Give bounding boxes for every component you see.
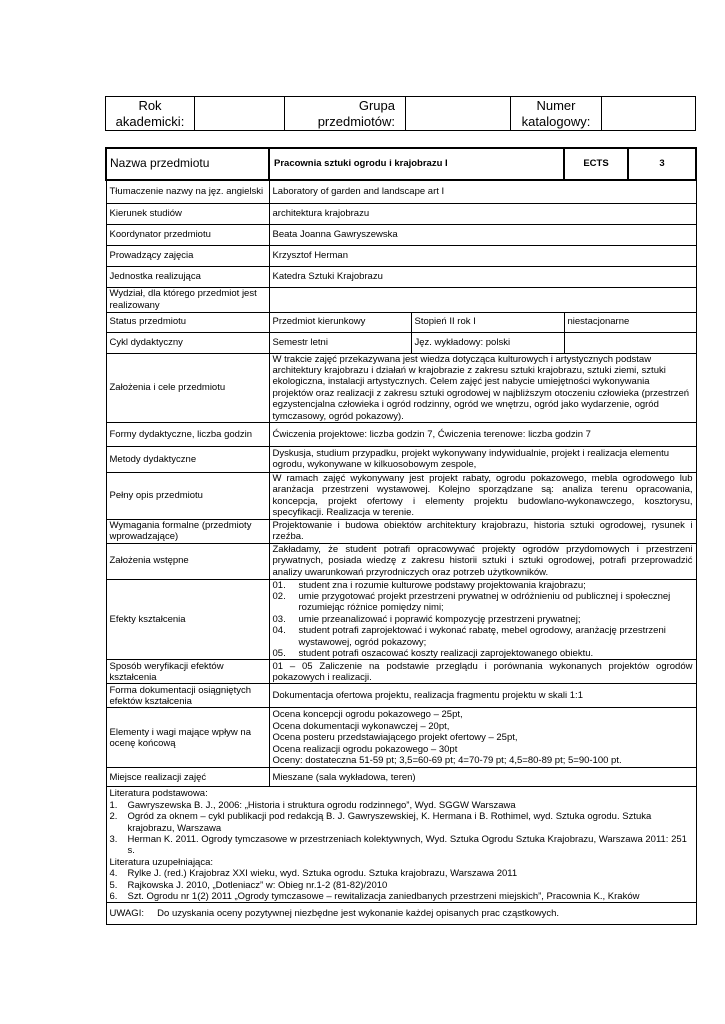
description-value: W ramach zajęć wykonywany jest projekt rabaty, ogrodu pokazowego, mebla ogrodowego lub aranżacja przestrzeni wystawowej. Kolejno sporządzane są: analiza terenu opracowania, koncepcja, projekt ofertowy i elementy projektu budowlano-wykonawczego, kosztorysu, specyfikacji. Realizacja w terenie. xyxy=(269,472,696,519)
literature-item xyxy=(110,811,693,834)
forms-label: Formy dydaktyczne, liczba godzin xyxy=(106,422,269,446)
description-label: Pełny opis przedmiotu xyxy=(106,472,269,519)
goals-label: Założenia i cele przedmiotu xyxy=(106,353,269,422)
faculty-label: Wydział, dla którego przedmiot jest realizowany xyxy=(106,287,269,312)
literature-text: Szt. Ogrodu nr 1(2) 2011 „Ogrody tymczasowe – rewitalizacja zaniedbanych przestrzeni miejskich”, Pracownia K., Kraków xyxy=(127,891,640,903)
language-value: Jęz. wykładowy: polski xyxy=(411,332,564,353)
literature-basic-heading: Literatura podstawowa: xyxy=(109,788,208,800)
translation-label: Tłumaczenie nazwy na jęz. angielski xyxy=(106,180,269,203)
literature-item xyxy=(110,800,693,811)
outcome-text: student zna i rozumie kulturowe podstawy projektowania krajobrazu; xyxy=(298,579,586,591)
outcome-number: 04. xyxy=(272,625,286,637)
course-name-label: Nazwa przedmiotu xyxy=(106,148,269,180)
documentation-value: Dokumentacja ofertowa projektu, realizacja fragmentu projektu w skali 1:1 xyxy=(269,684,696,708)
unit-value: Katedra Sztuki Krajobrazu xyxy=(269,266,696,287)
outcome-item xyxy=(273,625,693,648)
literature-item xyxy=(110,891,693,902)
weights-label: Elementy i wagi mające wpływ na ocenę końcową xyxy=(106,708,269,768)
outcome-text: umie przeanalizować i poprawić kompozycję przestrzeni prywatnej; xyxy=(298,613,581,625)
literature-number: 6. xyxy=(109,891,118,903)
documentation-label: Forma dokumentacji osiągniętych efektów kształcenia xyxy=(106,684,269,708)
catalog-number-value xyxy=(602,97,696,131)
literature-item xyxy=(110,834,693,857)
literature-text: Ogród za oknem – cykl publikacji pod redakcją B. J. Gawryszewskiej, K. Hermana i B. Rothimel, wyd. Sztuka ogrodu. Sztuka krajobrazu, Warszawa xyxy=(127,811,652,834)
academic-year-label: Rok akademicki: xyxy=(106,97,195,131)
field-label: Kierunek studiów xyxy=(106,203,269,224)
subject-group-label: Grupa przedmiotów: xyxy=(285,97,406,131)
status-value: Przedmiot kierunkowy xyxy=(269,312,411,332)
notes: UWAGI: Do uzyskania oceny pozytywnej niezbędne jest wykonanie każdej opisanych prac cząstkowych. xyxy=(106,903,696,925)
cycle-value: Semestr letni xyxy=(269,332,411,353)
unit-label: Jednostka realizująca xyxy=(106,266,269,287)
literature-text: Herman K. 2011. Ogrody tymczasowe w przestrzeniach kolektywnych, Wyd. Sztuka Ogrodu Sztuka Krajobrazu, Warszawa 2011: 251 s. xyxy=(127,834,687,857)
cycle-label: Cykl dydaktyczny xyxy=(106,332,269,353)
translation-value: Laboratory of garden and landscape art I xyxy=(269,180,696,203)
literature-supplementary-heading: Literatura uzupełniająca: xyxy=(109,856,214,868)
weight-item: Oceny: dostateczna 51-59 pt; 3,5=60-69 pt; 4=70-79 pt; 4,5=80-89 pt; 5=90-100 pt. xyxy=(272,755,622,767)
ects-value: 3 xyxy=(628,148,696,180)
verification-label: Sposób weryfikacji efektów kształcenia xyxy=(106,660,269,684)
outcome-item xyxy=(273,614,693,625)
literature-text: Gawryszewska B. J., 2006: „Historia i struktura ogrodu rodzinnego”, Wyd. SGGW Warszawa xyxy=(127,799,516,811)
weights-list xyxy=(269,708,696,768)
literature-number: 2. xyxy=(109,811,118,823)
methods-value: Dyskusja, studium przypadku, projekt wykonywany indywidualnie, projekt i realizacja elementu ogrodu, wykonywane w kilkuosobowym zespole, xyxy=(269,446,696,472)
literature-number: 1. xyxy=(109,799,118,811)
coordinator-label: Koordynator przedmiotu xyxy=(106,224,269,245)
literature-section xyxy=(106,787,696,903)
coordinator-value: Beata Joanna Gawryszewska xyxy=(269,224,696,245)
verification-value: 01 – 05 Zaliczenie na podstawie przeglądu i porównania wykonanych projektów ogrodów pokazowych i realizacji. xyxy=(269,660,696,684)
literature-number: 5. xyxy=(109,879,118,891)
outcome-text: student potrafi zaprojektować i wykonać rabatę, mebel ogrodowy, aranżację przestrzeni wystawowej, ogród pokazowy; xyxy=(298,625,666,648)
cycle-extra-value xyxy=(564,332,696,353)
literature-item xyxy=(110,880,693,891)
literature-item xyxy=(110,868,693,879)
weight-item: Ocena posteru przedstawiającego projekt ofertowy – 25pt, xyxy=(272,732,518,744)
weight-item: Ocena dokumentacji wykonawczej – 20pt, xyxy=(272,720,450,732)
forms-value: Ćwiczenia projektowe: liczba godzin 7, Ćwiczenia terenowe: liczba godzin 7 xyxy=(269,422,696,446)
academic-year-value xyxy=(195,97,285,131)
outcome-number: 05. xyxy=(272,648,286,659)
outcome-item xyxy=(273,591,693,614)
instructor-label: Prowadzący zajęcia xyxy=(106,245,269,266)
ects-label: ECTS xyxy=(564,148,628,180)
outcome-number: 03. xyxy=(272,613,286,625)
outcome-text: umie przygotować projekt przestrzeni prywatnej w odróżnieniu od publicznej i społecznej rozumiejąc różnice pomiędzy nimi; xyxy=(298,590,671,614)
weight-item: Ocena koncepcji ogrodu pokazowego – 25pt, xyxy=(272,709,463,721)
outcome-number: 02. xyxy=(272,590,286,602)
course-table xyxy=(105,147,697,925)
catalog-number-label: Numer katalogowy: xyxy=(511,97,602,131)
header-table xyxy=(105,96,696,131)
outcome-item xyxy=(273,580,693,591)
literature-text: Rajkowska J. 2010, „Dotleniacz” w: Obieg nr.1-2 (81-82)/2010 xyxy=(127,879,388,891)
instructor-value: Krzysztof Herman xyxy=(269,245,696,266)
mode-value: niestacjonarne xyxy=(564,312,696,332)
goals-value: W trakcie zajęć przekazywana jest wiedza dotycząca kulturowych i artystycznych podstaw architektury krajobrazu i działań w krajobrazie z zakresu sztuki krajobrazu, sztuki ziemi, sztuki ekologiczna, instalacji artystycznych. Celem zajęć jest nabycie umiejętności wykonywania projektów oraz realizacji z zakresu sztuki ogrodowej w najbliższym otoczeniu człowieka (przestrzeń egzystencjalna człowieka i ogród rodzinny, ogród we wnętrzu, ogród jako wydarzenie, ogród tymczasowy, ogród pokazowy). xyxy=(269,353,696,422)
prereq-label: Założenia wstępne xyxy=(106,543,269,579)
outcome-item xyxy=(273,648,693,659)
course-name: Pracownia sztuki ogrodu i krajobrazu I xyxy=(269,148,564,180)
faculty-value xyxy=(269,287,696,312)
level-value: Stopień II rok I xyxy=(411,312,564,332)
subject-group-value xyxy=(406,97,511,131)
outcome-number: 01. xyxy=(272,579,286,591)
literature-number: 4. xyxy=(109,868,118,880)
place-label: Miejsce realizacji zajęć xyxy=(106,768,269,787)
weight-item: Ocena realizacji ogrodu pokazowego – 30pt xyxy=(272,743,458,755)
requirements-label: Wymagania formalne (przedmioty wprowadzające) xyxy=(106,519,269,543)
methods-label: Metody dydaktyczne xyxy=(106,446,269,472)
outcomes-label: Efekty kształcenia xyxy=(106,579,269,660)
literature-number: 3. xyxy=(109,834,118,846)
prereq-value: Zakładamy, że student potrafi opracowywać projekty ogrodów przydomowych i przestrzeni prywatnych, posiada wiedzę z zakresu historii sztuki i sztuki ogrodowej, potrafi przeprowadzić analizy uwarunkowań przyrodniczych oraz potrzeb użytkowników. xyxy=(269,543,696,579)
outcomes-list xyxy=(269,579,696,660)
outcome-text: student potrafi oszacować koszty realizacji zaprojektowanego obiektu. xyxy=(298,648,594,659)
status-label: Status przedmiotu xyxy=(106,312,269,332)
place-value: Mieszane (sala wykładowa, teren) xyxy=(269,768,696,787)
literature-text: Rylke J. (red.) Krajobraz XXI wieku, wyd. Sztuka ogrodu. Sztuka krajobrazu, Warszawa 2011 xyxy=(127,868,518,880)
field-value: architektura krajobrazu xyxy=(269,203,696,224)
requirements-value: Projektowanie i budowa obiektów architektury krajobrazu, historia sztuki ogrodowej, rysunek i rzeźba. xyxy=(269,519,696,543)
